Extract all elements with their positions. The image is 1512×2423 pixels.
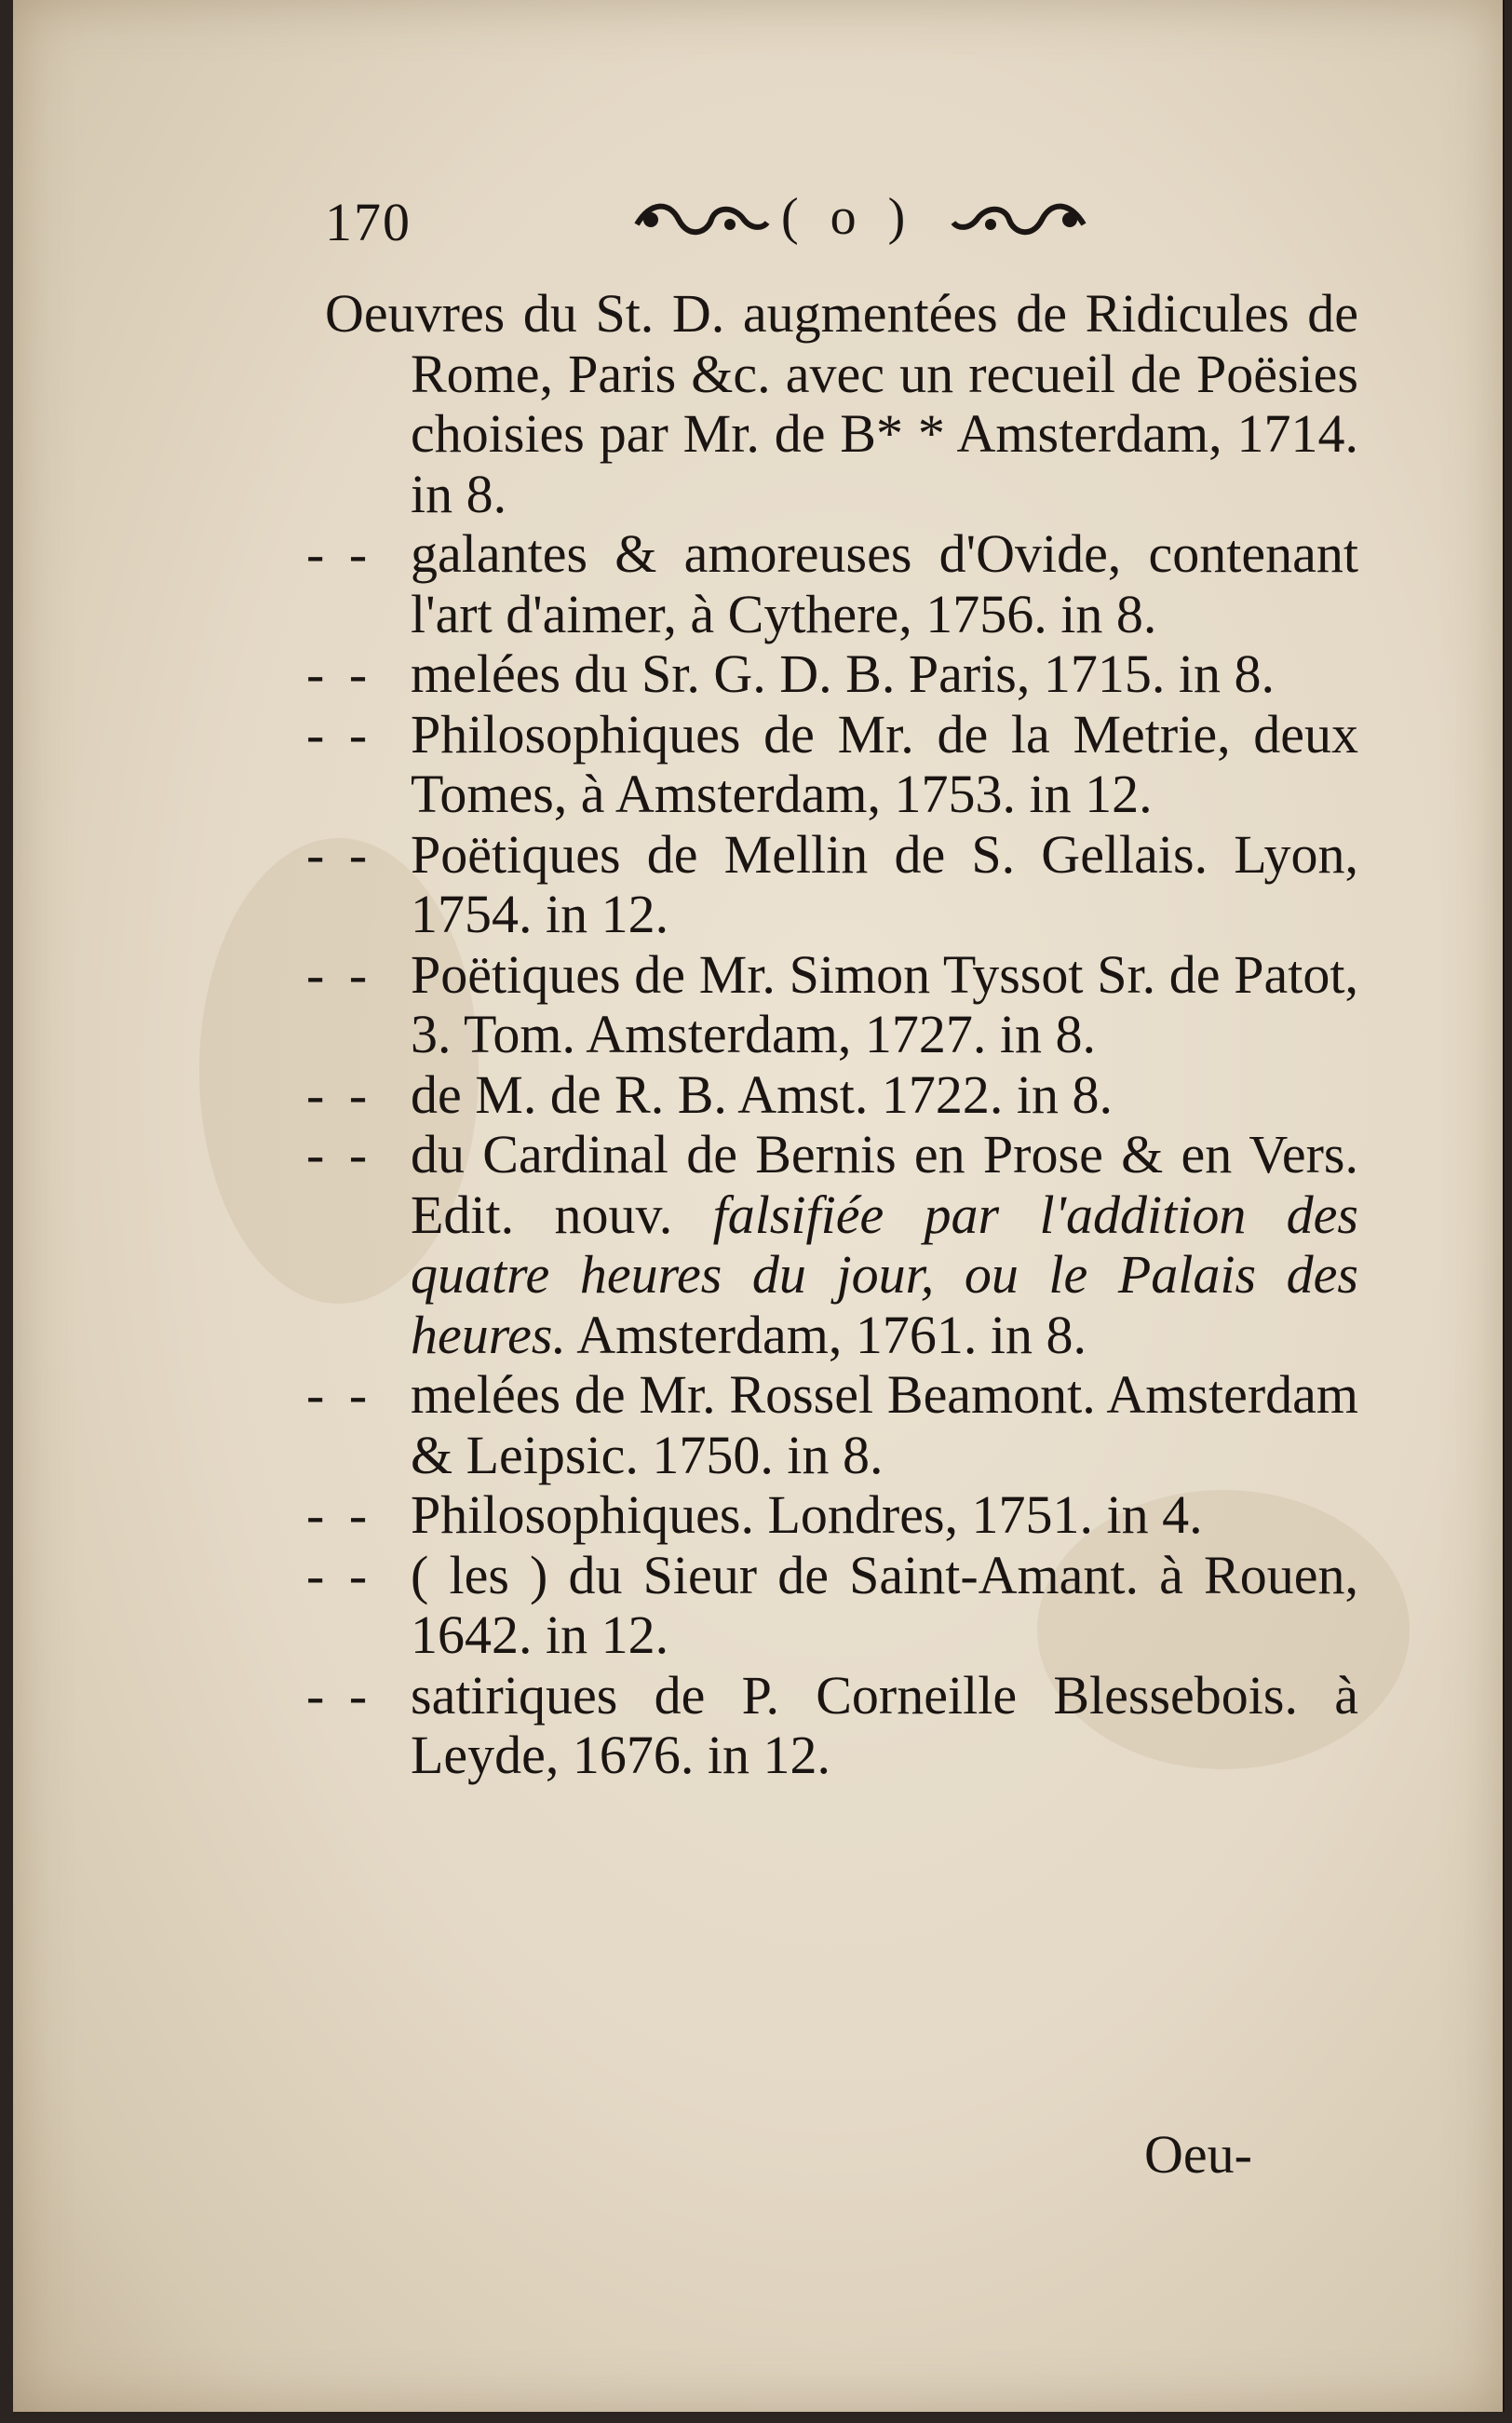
page-number: 170 bbox=[325, 192, 412, 252]
header-mark: ( o ) bbox=[781, 188, 915, 246]
list-item: - - galantes & amoreuses d'Ovide, contenant l'art d'aimer, à Cythere, 1756. in 8. bbox=[306, 523, 1358, 644]
right-ornament-icon bbox=[949, 196, 1088, 243]
list-item: - - satiriques de P. Corneille Blessebois. à Leyde, 1676. in 12. bbox=[306, 1664, 1358, 1785]
left-ornament-icon bbox=[632, 196, 772, 243]
book-page bbox=[13, 0, 1505, 2412]
page-header bbox=[325, 188, 1358, 256]
list-item: - - melées de Mr. Rossel Beamont. Amsterdam & Leipsic. 1750. in 8. bbox=[306, 1364, 1358, 1485]
list-item: - - de M. de R. B. Amst. 1722. in 8. bbox=[306, 1063, 1114, 1125]
list-item: Oeuvres du St. D. augmentées de Ridicules de Rome, Paris &c. avec un recueil de Poësies choisies par Mr. de B* * Amsterdam, 1714. in 8. bbox=[325, 283, 1358, 524]
list-item: - - Poëtiques de Mellin de S. Gellais. Lyon, 1754. in 12. bbox=[306, 823, 1358, 944]
list-item: - - du Cardinal de Bernis en Prose & en Vers. Edit. nouv. falsifiée par l'addition des quatre heures du jour, ou le Palais des heures. Amsterdam, 1761. in 8. bbox=[306, 1124, 1358, 1365]
list-item: - - Poëtiques de Mr. Simon Tyssot Sr. de Patot, 3. Tom. Amsterdam, 1727. in 8. bbox=[306, 943, 1358, 1064]
list-item: - - Philosophiques de Mr. de la Metrie, deux Tomes, à Amsterdam, 1753. in 12. bbox=[306, 703, 1358, 824]
list-item: - - melées du Sr. G. D. B. Paris, 1715. in 8. bbox=[306, 643, 1275, 704]
catalogue-entries bbox=[306, 283, 1358, 1786]
catchword: Oeu- bbox=[1144, 2124, 1252, 2185]
list-item: - - Philosophiques. Londres, 1751. in 4. bbox=[306, 1484, 1203, 1545]
list-item: - - ( les ) du Sieur de Saint-Amant. à Rouen, 1642. in 12. bbox=[306, 1544, 1358, 1665]
